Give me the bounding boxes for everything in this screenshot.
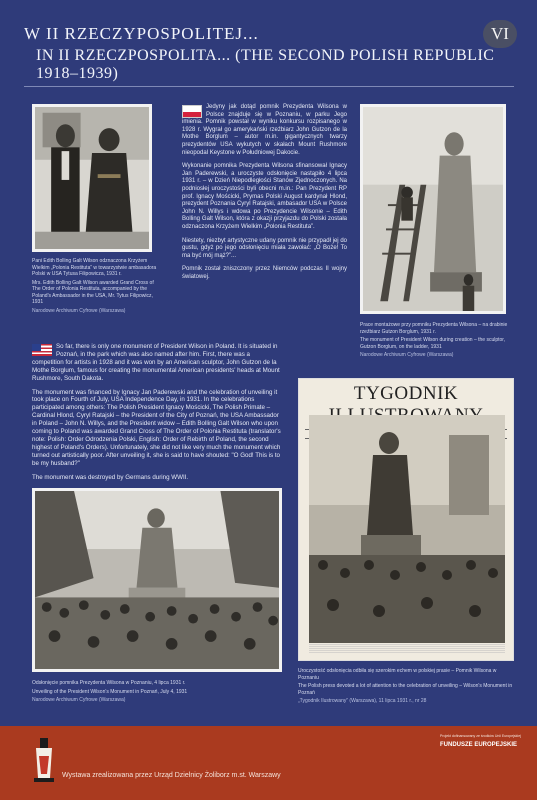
polish-paragraph-3: Niestety, niezbyt artystyczne udany pomnik nie przypadł jej do gustu, gdyż po jego odsłonięciu miała zawołać: „O Boże! To ma być mój mąż?”...	[182, 237, 347, 259]
polish-flag-icon	[182, 105, 202, 118]
caption-newspaper-source: „Tygodnik Ilustrowany” (Warszawa), 11 lipca 1931 r., nr 28	[298, 698, 427, 704]
partner-block	[440, 734, 522, 792]
caption-photo3-en: Unveiling of the President Wilson's Monument in Poznań, July 4, 1931	[32, 688, 188, 695]
district-crest-icon	[32, 738, 56, 784]
footer-credit: Wystawa zrealizowana przez Urząd Dzielnicy Żoliborz m.st. Warszawy	[62, 772, 281, 779]
newspaper-photo-image	[309, 415, 505, 643]
us-flag-icon	[32, 344, 52, 356]
caption-photo2-pl: Prace montażowe przy pomniku Prezydenta Wilsona – na drabinie rzeźbiarz Gutzon Borglum, 1931 r.	[360, 322, 508, 335]
caption-photo1	[32, 258, 162, 316]
english-paragraph-1: So far, there is only one monument of President Wilson in Poland. It is situated in Poznań, in the park which was also named after him. First, there was a competition for artists in 1928 and it was won by an American sculptor, John Gutzon de la Mothe Borglum, famous for creating the monumental American presidents' heads at Mount Rushmore, South Dakota.	[32, 343, 280, 382]
newspaper-caption-lines	[309, 644, 505, 654]
title-english: IN II RZECZPOSPOLITA... (THE SECOND POLISH REPUBLIC 1918–1939)	[36, 47, 495, 82]
photo-unveiling	[32, 488, 282, 672]
caption-photo3	[32, 680, 282, 706]
photo-wilson-widow	[32, 104, 152, 252]
partner-text: Projekt dofinansowany ze środków Unii Europejskiej	[440, 734, 521, 738]
caption-photo1-source: Narodowe Archiwum Cyfrowe (Warszawa)	[32, 307, 126, 314]
caption-photo3-source: Narodowe Archiwum Cyfrowe (Warszawa)	[32, 697, 126, 703]
header-divider	[24, 86, 514, 87]
page-header	[24, 24, 514, 83]
caption-photo2-en: The monument of President Wilson during creation – the sculptor, Gutzon Borglum, on the ladder, 1931	[360, 337, 506, 350]
caption-newspaper-pl: Uroczystość odsłonięcia odbiła się szerokim echem w polskiej prasie – Pomnik Wilsona w Poznaniu	[298, 668, 497, 681]
english-paragraph-3: The monument was destroyed by Germans during WWII.	[32, 473, 189, 481]
title-polish: W II RZECZYPOSPOLITEJ...	[24, 24, 259, 43]
caption-newspaper	[298, 668, 514, 707]
english-text-block	[32, 343, 282, 488]
newspaper-photo	[309, 415, 505, 643]
polish-paragraph-1: Jedyny jak dotąd pomnik Prezydenta Wilsona w Polsce znajduje się w Poznaniu, w parku Jego imienia. Pomnik powstał w wyniku konkursu rozpisanego w 1928 r. Wygrał go amerykański rzeźbiarz John Gutzon de la Mothe Borglum – autor m.in. gigantycznych twarzy prezydentów USA wykutych w skałach Mount Rushmore nieopodal Keystone w Południowej Dakocie.	[182, 104, 347, 156]
caption-photo2	[360, 322, 510, 361]
caption-newspaper-en: The Polish press devoted a lot of attention to the celebration of unveiling – Wilson's Monument in Poznań	[298, 683, 513, 696]
caption-photo2-source: Narodowe Archiwum Cyfrowe (Warszawa)	[360, 352, 454, 358]
caption-photo3-pl: Odsłonięcie pomnika Prezydenta Wilsona w Poznaniu, 4 lipca 1931 r.	[32, 680, 186, 686]
caption-photo1-en: Mrs. Edith Bolling Galt Wilson awarded Grand Cross of The Order of Polonia Restituta, accompanied by the Poland's Ambassador in the USA, Mr. Tytus Filipowicz, 1931	[32, 279, 154, 305]
partner-logo: FUNDUSZE EUROPEJSKIE	[440, 741, 518, 748]
caption-photo1-pl: Pani Edith Bolling Galt Wilson odznaczona Krzyżem Wielkim „Polonia Restituta” w towarzystwie ambasadora Polski w USA Tytusa Filipowicza, 1931 r.	[32, 258, 157, 277]
section-number-badge: VI	[483, 20, 517, 48]
newspaper-clipping	[298, 378, 514, 661]
photo-wilson-widow-image	[35, 107, 149, 249]
footer	[0, 726, 537, 800]
photo-monument-creation-image	[363, 107, 503, 311]
polish-text-block	[182, 104, 347, 287]
photo-monument-creation	[360, 104, 506, 314]
english-paragraph-2: The monument was financed by Ignacy Jan Paderewski and the celebration of unveiling it took place on Fourth of July, USA Independence Day, in 1931. In the celebrations participated among others: The Polish President Ignacy Mościcki, The Polish Primate – Cardinal Hlond, Cyryl Ratajski – the President of the City of Poznań, the USA Ambassador in Poland – John N. Willys, and the President widow – Edith Bolling Galt Wilson who upon coming to Poland was awarded Grand Cross of The Order of Polonia Restituta (translator's note: Polish: Order Odrodzenia Polski, English: Order of Rebirth of Poland, the second highest of Poland's Orders). Unfortunately, she did not like very much the monument which turned out artistically poor. After unveiling it, she is said to have shouted: "O God! This is to be my husband?"	[32, 388, 281, 467]
polish-paragraph-2: Wykonanie pomnika Prezydenta Wilsona sfinansował Ignacy Jan Paderewski, a uroczyste odsłonięcie nastąpiło 4 lipca 1931 r. – w Dzień Niepodległości Stanów Zjednoczonych. Na podniosłej uroczystości byli obecni m.in.: Pan Prezydent RP prof. Ignacy Mościcki, Prymas Polski August kardynał Hlond, prezydent Poznania Cyryl Ratajski, ambasador USA w Polsce John N. Willys i wdowa po Prezydencie Wilsonie – Edith Bolling Galt Wilson, która z okazji przyjazdu do Polski została odznaczona Krzyżem Wielkim „Polonia Restituta”.	[182, 163, 347, 230]
newspaper-title: TYGODNIK	[353, 383, 459, 404]
photo-unveiling-image	[35, 491, 279, 669]
polish-paragraph-4: Pomnik został zniszczony przez Niemców podczas II wojny światowej.	[182, 266, 347, 280]
